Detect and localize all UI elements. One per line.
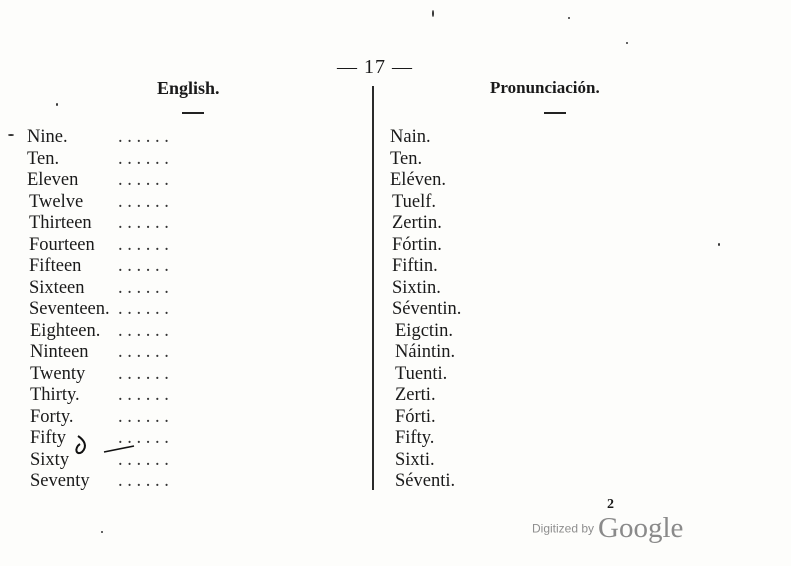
- ink-speck: [718, 243, 720, 246]
- leader-dots: . . . . . .: [118, 363, 169, 384]
- english-header-rule: [182, 112, 204, 114]
- english-word: Seventeen.: [29, 299, 110, 319]
- leader-dots: . . . . . .: [118, 406, 169, 427]
- pronunciation-word: Fifty.: [395, 428, 435, 448]
- list-item: [0, 471, 791, 493]
- english-word: Forty.: [30, 406, 74, 427]
- pronunciation-word: Sixti.: [395, 449, 435, 470]
- list-item: [0, 235, 791, 257]
- list-item: [0, 299, 791, 321]
- list-item: [0, 213, 791, 235]
- list-item: [0, 170, 791, 192]
- pronunciation-word: Fiftin.: [392, 256, 438, 276]
- english-word: Eleven: [27, 170, 79, 190]
- leader-dots: . . . . . .: [118, 127, 169, 147]
- list-item: [0, 149, 791, 171]
- english-word: Ninteen: [30, 342, 89, 362]
- pronunciation-word: Zertin.: [392, 213, 442, 233]
- pronunciation-word: Eléven.: [390, 170, 446, 190]
- english-word: Nine.: [27, 127, 68, 147]
- english-word: Seventy: [30, 471, 90, 491]
- leader-dots: . . . . . .: [118, 213, 169, 233]
- leader-dots: . . . . . .: [118, 170, 169, 190]
- english-word: Eighteen.: [30, 320, 101, 341]
- list-item: [0, 192, 791, 214]
- leader-dots: . . . . . .: [118, 299, 169, 319]
- pronunciation-word: Séventin.: [392, 299, 462, 319]
- list-item: [0, 127, 791, 149]
- leader-dots: . . . . . .: [118, 256, 169, 276]
- ink-speck: [568, 17, 570, 19]
- pronunciation-word: Zerti.: [395, 385, 436, 405]
- leader-dots: . . . . . .: [118, 428, 169, 448]
- pronunciation-column-header: Pronunciación.: [490, 78, 600, 97]
- leader-dots: . . . . . .: [118, 234, 169, 255]
- english-word: Sixty: [30, 449, 70, 470]
- pronunciation-word: Tuelf.: [392, 191, 437, 212]
- handwritten-correction-mark: [60, 430, 140, 466]
- english-word: Fourteen: [29, 234, 95, 255]
- list-item: [0, 364, 791, 386]
- english-word: Fifty: [30, 428, 66, 448]
- ink-speck: [56, 103, 58, 106]
- leader-dots: . . . . . .: [118, 342, 169, 362]
- english-word: Twenty: [30, 363, 86, 384]
- leader-dots: . . . . . .: [118, 148, 169, 169]
- leader-dots: . . . . . .: [118, 385, 169, 405]
- english-word: Ten.: [27, 148, 60, 169]
- ink-speck: [8, 134, 14, 136]
- list-item: [0, 321, 791, 343]
- leader-dots: . . . . . .: [118, 277, 169, 298]
- google-watermark: [532, 512, 683, 545]
- marginal-note: 2: [607, 497, 614, 512]
- english-column-header: English.: [157, 78, 220, 98]
- pronunciation-word: Nain.: [390, 127, 431, 147]
- english-word: Thirteen: [29, 213, 92, 233]
- pronunciation-header-rule: [544, 112, 566, 114]
- pronunciation-word: Fórtin.: [392, 234, 442, 255]
- list-item: [0, 385, 791, 407]
- english-word: Thirty.: [30, 385, 80, 405]
- ink-speck: [101, 531, 103, 533]
- pronunciation-word: Ten.: [390, 148, 423, 169]
- leader-dots: . . . . . .: [118, 449, 169, 470]
- ink-speck: [432, 10, 434, 17]
- english-word: Twelve: [29, 191, 84, 212]
- pronunciation-word: Tuenti.: [395, 363, 448, 384]
- pronunciation-word: Sixtin.: [392, 277, 441, 298]
- list-item: [0, 407, 791, 429]
- list-item: [0, 342, 791, 364]
- list-item: [0, 256, 791, 278]
- english-word: Fifteen: [29, 256, 82, 276]
- ink-speck: [626, 42, 628, 44]
- pronunciation-word: Séventi.: [395, 471, 456, 491]
- pronunciation-word: Náintin.: [395, 342, 456, 362]
- google-logo: Google: [598, 512, 684, 544]
- leader-dots: . . . . . .: [118, 471, 169, 491]
- english-word: Sixteen: [29, 277, 85, 298]
- pronunciation-word: Eigctin.: [395, 320, 454, 341]
- page-number: — 17 —: [337, 56, 413, 78]
- leader-dots: . . . . . .: [118, 320, 169, 341]
- digitized-by-label: Digitized by: [532, 521, 595, 536]
- pronunciation-word: Fórti.: [395, 406, 436, 427]
- leader-dots: . . . . . .: [118, 191, 169, 212]
- list-item: [0, 278, 791, 300]
